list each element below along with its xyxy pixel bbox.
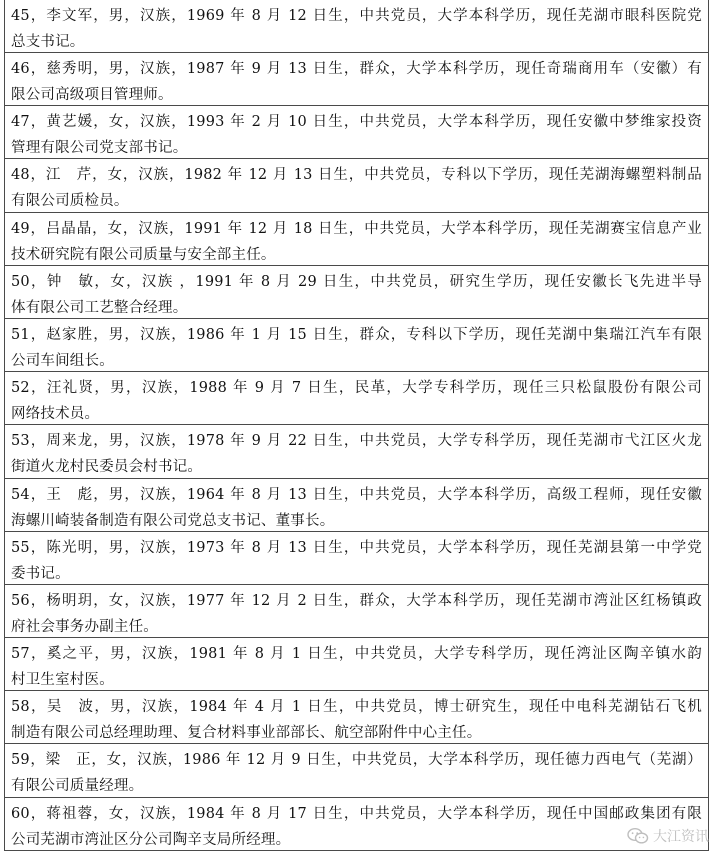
watermark [627, 826, 709, 846]
table-row [5, 213, 708, 266]
entry-line-1: 47，黄艺媛，女，汉族，1993 年 2 月 10 日生，中共党员，大学本科学历，现任安徽中梦维家投资 [11, 114, 702, 131]
member-list-table [4, 0, 709, 851]
entry-line-1: 54，王 彪，男，汉族，1964 年 8 月 13 日生，中共党员，大学本科学历，高级工程师，现任安徽 [11, 486, 702, 503]
entry-line-2: 海螺川崎装备制造有限公司党总支书记、董事长。 [11, 512, 335, 529]
entry-line-2: 总支书记。 [11, 34, 85, 50]
entry-line-1: 59，梁 正，女，汉族，1986 年 12 月 9 日生，中共党员，大学本科学历，现任德力西电气（芜湖） [11, 752, 702, 769]
entry-line-2: 有限公司质量经理。 [11, 778, 144, 795]
entry-line-2: 公司芜湖市湾沚区分公司陶辛支局所经理。 [11, 831, 291, 848]
entry-line-2: 村卫生室村医。 [11, 672, 114, 689]
table-row [5, 638, 708, 691]
entry-line-2: 制造有限公司总经理助理、复合材料事业部部长、航空部附件中心主任。 [11, 725, 482, 742]
entry-line-2: 技术研究院有限公司质量与安全部主任。 [11, 246, 276, 263]
entry-line-1: 50，钟 敏，女，汉族 ，1991 年 8 月 29 日生，中共党员，研究生学历，现任安徽长飞先进半导 [11, 273, 702, 290]
table-row [5, 425, 708, 478]
entry-line-2: 有限公司质检员。 [11, 193, 129, 210]
entry-line-2: 管理有限公司党支部书记。 [11, 140, 188, 157]
entry-line-2: 委书记。 [11, 565, 70, 582]
table-row [5, 798, 708, 851]
table-row [5, 106, 708, 159]
entry-line-2: 街道火龙村民委员会村书记。 [11, 459, 203, 476]
entry-line-2: 体有限公司工艺整合经理。 [11, 299, 188, 316]
table-row [5, 266, 708, 319]
table-row [5, 0, 708, 53]
table-row [5, 319, 708, 372]
entry-line-1: 60，蒋祖蓉，女，汉族，1984 年 8 月 17 日生，中共党员，大学本科学历，现任中国邮政集团有限 [11, 805, 702, 822]
entry-line-2: 网络技术员。 [11, 406, 100, 423]
table-row [5, 53, 708, 106]
entry-line-1: 57，奚之平，男，汉族，1981 年 8 月 1 日生，中共党员，大学专科学历，现任湾沚区陶辛镇水韵 [11, 646, 702, 663]
entry-line-2: 府社会事务办副主任。 [11, 618, 158, 635]
table-row [5, 372, 708, 425]
entry-line-1: 48，江 芹，女，汉族，1982 年 12 月 13 日生，中共党员，专科以下学历，现任芜湖海螺塑料制品 [11, 167, 702, 184]
table-row [5, 744, 708, 797]
entry-line-1: 46，慈秀明，男，汉族，1987 年 9 月 13 日生，群众，大学本科学历，现任奇瑞商用车（安徽）有 [11, 61, 702, 77]
entry-line-1: 52，汪礼贤，男，汉族，1988 年 9 月 7 日生，民革，大学专科学历，现任三只松鼠股份有限公司 [11, 380, 702, 397]
entry-line-1: 45，李文军，男，汉族，1969 年 8 月 12 日生，中共党员，大学本科学历，现任芜湖市眼科医院党 [11, 8, 702, 24]
entry-line-1: 58，吴 波，男，汉族，1984 年 4 月 1 日生，中共党员，博士研究生，现任中电科芜湖钻石飞机 [11, 699, 702, 716]
table-row [5, 479, 708, 532]
watermark-text: 大江资讯 [653, 829, 709, 845]
table-row [5, 532, 708, 585]
table-row [5, 691, 708, 744]
entry-line-1: 53，周来龙，男，汉族，1978 年 9 月 22 日生，中共党员，大学专科学历，现任芜湖市弋江区火龙 [11, 433, 702, 450]
entry-line-2: 公司车间组长。 [11, 352, 114, 369]
entry-line-1: 56，杨明玥，女，汉族，1977 年 12 月 2 日生，群众，大学本科学历，现任芜湖市湾沚区红杨镇政 [11, 592, 702, 609]
table-row [5, 585, 708, 638]
entry-line-1: 55，陈光明，男，汉族，1973 年 8 月 13 日生，中共党员，大学本科学历，现任芜湖县第一中学党 [11, 539, 702, 556]
entry-line-1: 49，吕晶晶，女，汉族，1991 年 12 月 18 日生，中共党员，大学本科学历，现任芜湖赛宝信息产业 [11, 220, 702, 237]
entry-line-1: 51，赵家胜，男，汉族，1986 年 1 月 15 日生，群众，专科以下学历，现任芜湖中集瑞江汽车有限 [11, 326, 702, 343]
wechat-icon [627, 827, 649, 845]
entry-line-2: 限公司高级项目管理师。 [11, 87, 173, 103]
table-row [5, 159, 708, 212]
